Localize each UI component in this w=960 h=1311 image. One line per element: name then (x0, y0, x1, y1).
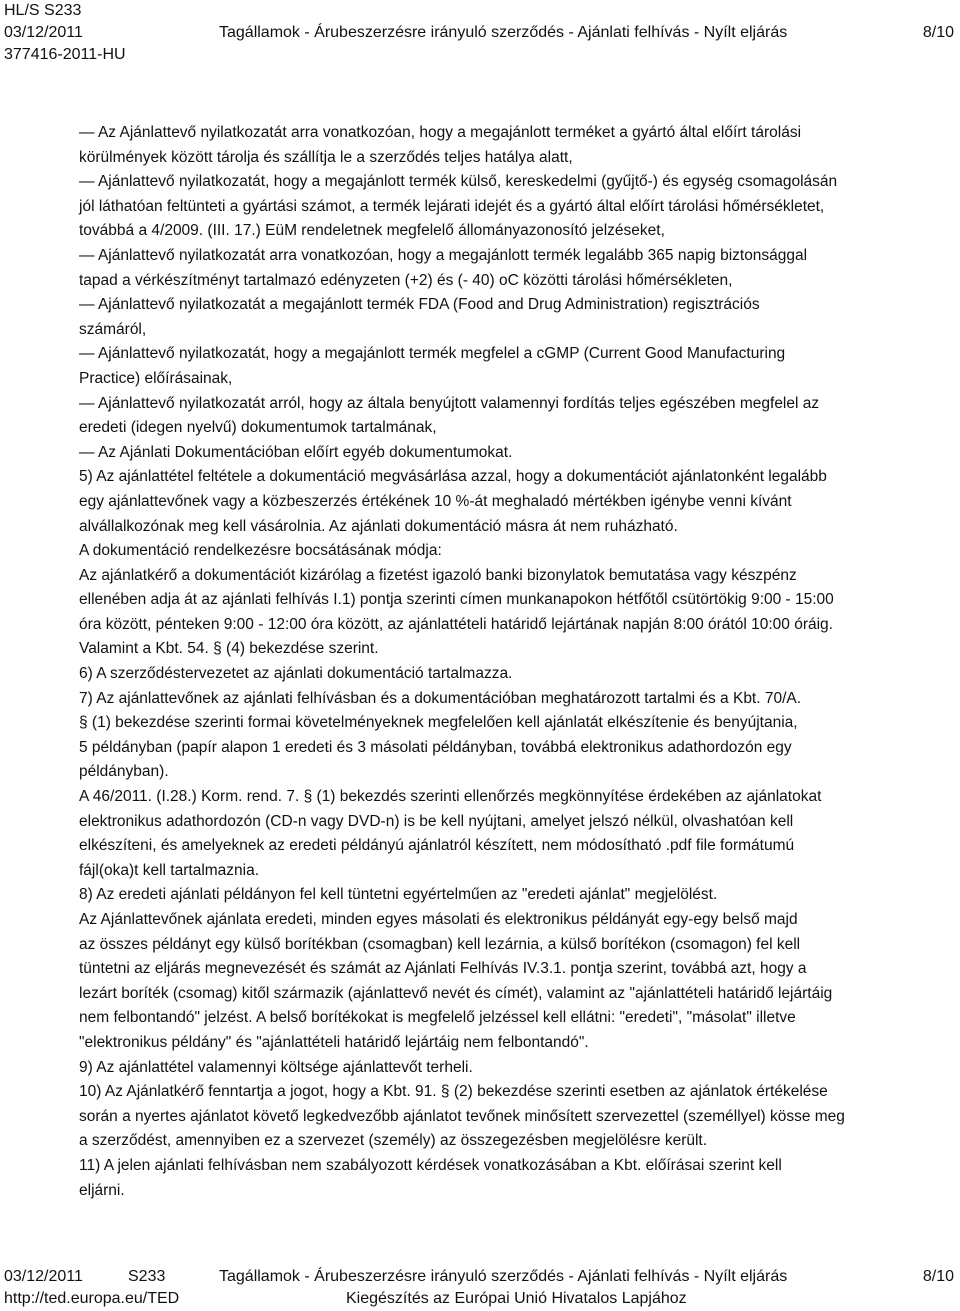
body-line: tapad a vérkészítményt tartalmazó edényzeten (+2) és (- 40) oC közötti tárolási hőmérsékleten, (79, 271, 733, 289)
body-line: elkészíteni, és amelyeknek az eredeti példányú ajánlatról készített, nem módosítható .pdf file formátumú (79, 837, 795, 855)
body-line: — Ajánlattevő nyilatkozatát arról, hogy az általa benyújtott valamennyi fordítás teljes egészében megfelel az (79, 394, 820, 412)
body-line: 9) Az ajánlattétel valamennyi költsége ajánlattevőt terheli. (79, 1058, 473, 1076)
body-line: példányban). (79, 763, 169, 781)
body-line: — Az Ajánlati Dokumentációban előírt egyéb dokumentumokat. (79, 443, 513, 461)
body-line: jól láthatóan feltünteti a gyártási számot, a termék lejárati idejét és a gyártó által előírt tárolási hőmérsékletet, (79, 197, 825, 215)
body-line: során a nyertes ajánlatot követő legkedvezőbb ajánlatot tevőnek minősített szervezettel (személlyel) kösse meg (79, 1107, 845, 1125)
body-line: 5) Az ajánlattétel feltétele a dokumentáció megvásárlása azzal, hogy a dokumentációt ajánlatonként legalább (79, 468, 827, 486)
body-line: az összes példányt egy külső borítékban (csomagban) kell lezárnia, a külső borítékon (csomagon) fel kell (79, 935, 801, 953)
body-line: ellenében adja át az ajánlati felhívás I.1) pontja szerinti címen munkanapokon hétfőtől csütörtökig 9:00 - 15:00 (79, 591, 834, 609)
body-line: lezárt boríték (csomag) kitől származik (ajánlattevő nevét és címét), valamint az "ajánlattételi határidő lejártáig (79, 984, 833, 1002)
body-line: "elektronikus példány" és "ajánlattételi határidő lejártáig nem felbontandó". (79, 1033, 589, 1051)
header-title: Tagállamok - Árubeszerzésre irányuló szerződés - Ajánlati felhívás - Nyílt eljárás (219, 24, 788, 41)
body-line: számáról, (79, 320, 147, 338)
body-line: A 46/2011. (I.28.) Korm. rend. 7. § (1) bekezdés szerinti ellenőrzés megkönnyítése érdekében az ajánlatokat (79, 788, 822, 806)
footer-date: 03/12/2011 (4, 1268, 83, 1285)
body-line: körülmények között tárolja és szállítja le a szerződés teljes hatálya alatt, (79, 148, 573, 166)
body-line: A dokumentáció rendelkezésre bocsátásának módja: (79, 542, 442, 560)
body-line: elektronikus adathordozón (CD-n vagy DVD-n) is be kell nyújtani, amelyet jelszó nélkül, olvashatóan kell (79, 812, 794, 830)
body-line: 11) A jelen ajánlati felhívásban nem szabályozott kérdések vonatkozásában a Kbt. előírásai szerint kell (79, 1156, 782, 1174)
header-issue: HL/S S233 (4, 2, 82, 19)
body-line: tüntetni az eljárás megnevezését és számát az Ajánlati Felhívás IV.3.1. pontja szerint, továbbá azt, hogy a (79, 960, 807, 978)
header-meta (4, 0, 126, 66)
footer-title: Tagállamok - Árubeszerzésre irányuló szerződés - Ajánlati felhívás - Nyílt eljárás (219, 1268, 788, 1285)
body-line: Az ajánlatkérő a dokumentációt kizárólag a fizetést igazoló banki bizonylatok bemutatása vagy készpénz (79, 566, 797, 584)
body-line: § (1) bekezdése szerinti formai követelményeknek megfelelően kell ajánlatát elkészítenie és benyújtania, (79, 714, 798, 732)
header-date: 03/12/2011 (4, 24, 83, 41)
header-notice-id: 377416-2011-HU (4, 46, 126, 63)
body-line: 5 példányban (papír alapon 1 eredeti és 3 másolati példányban, továbbá elektronikus adathordozón egy (79, 738, 792, 756)
body-line: nem felbontandó" jelzést. A belső borítékokat is megfelelő jelzéssel kell ellátni: "eredeti", "másolat" illetve (79, 1009, 796, 1027)
body-line: 7) Az ajánlattevőnek az ajánlati felhívásban és a dokumentációban meghatározott tartalmi és a Kbt. 70/A. (79, 689, 802, 707)
body-line: — Ajánlattevő nyilatkozatát, hogy a megajánlott termék megfelel a cGMP (Current Good Manufacturing (79, 345, 786, 363)
body-line: továbbá a 4/2009. (III. 17.) EüM rendeletnek megfelelő állományazonosító jelzéseket, (79, 222, 665, 240)
body-line: 6) A szerződéstervezetet az ajánlati dokumentáció tartalmazza. (79, 665, 513, 683)
body-line: eredeti (idegen nyelvű) dokumentumok tartalmának, (79, 419, 437, 437)
body-line: 8) Az eredeti ajánlati példányon fel kell tüntetni egyértelműen az "eredeti ajánlat" megjelölést. (79, 886, 718, 904)
header-page-number: 8/10 (922, 24, 954, 41)
body-line: — Ajánlattevő nyilatkozatát arra vonatkozóan, hogy a megajánlott termék legalább 365 napig biztonsággal (79, 246, 808, 264)
footer-page-number: 8/10 (922, 1268, 954, 1285)
body-line: — Ajánlattevő nyilatkozatát, hogy a megajánlott termék külső, kereskedelmi (gyűjtő-) és egység csomagolásán (79, 173, 838, 191)
body-line: Valamint a Kbt. 54. § (4) bekezdése szerint. (79, 640, 379, 658)
body-line: 10) Az Ajánlatkérő fenntartja a jogot, hogy a Kbt. 91. § (2) bekezdése szerinti esetben az ajánlatok értékelése (79, 1083, 828, 1101)
body-line: alvállalkozónak meg kell vásárolnia. Az ajánlati dokumentáció másra át nem ruházható. (79, 517, 678, 535)
body-line: Az Ajánlattevőnek ajánlata eredeti, minden egyes másolati és elektronikus példányát egy-egy belső majd (79, 911, 798, 928)
body-line: fájl(oka)t kell tartalmaznia. (79, 861, 260, 879)
footer-issue: S233 (128, 1268, 166, 1285)
body-line: eljárni. (79, 1181, 125, 1199)
body-line: — Ajánlattevő nyilatkozatát a megajánlott termék FDA (Food and Drug Administration) regisztrációs (79, 296, 760, 314)
body-line: Practice) előírásainak, (79, 369, 233, 387)
body-line: a szerződést, amennyiben ez a szervezet (személy) az összegezésben megjelölésre került. (79, 1132, 708, 1150)
body-line: — Az Ajánlattevő nyilatkozatát arra vonatkozóan, hogy a megajánlott terméket a gyártó által előírt tárolási (79, 124, 802, 141)
body-line: egy ajánlattevőnek vagy a közbeszerzés értékének 10 %-át meghaladó mértékben igénybe venni kívánt (79, 492, 792, 510)
footer-url-link[interactable]: http://ted.europa.eu/TED (4, 1290, 180, 1307)
footer-publisher: Kiegészítés az Európai Unió Hivatalos Lapjához (346, 1290, 687, 1307)
body-line: óra között, pénteken 9:00 - 12:00 óra között, az ajánlattételi határidő lejártának napján 8:00 órától 10:00 óráig. (79, 615, 833, 633)
document-body (79, 121, 949, 1203)
